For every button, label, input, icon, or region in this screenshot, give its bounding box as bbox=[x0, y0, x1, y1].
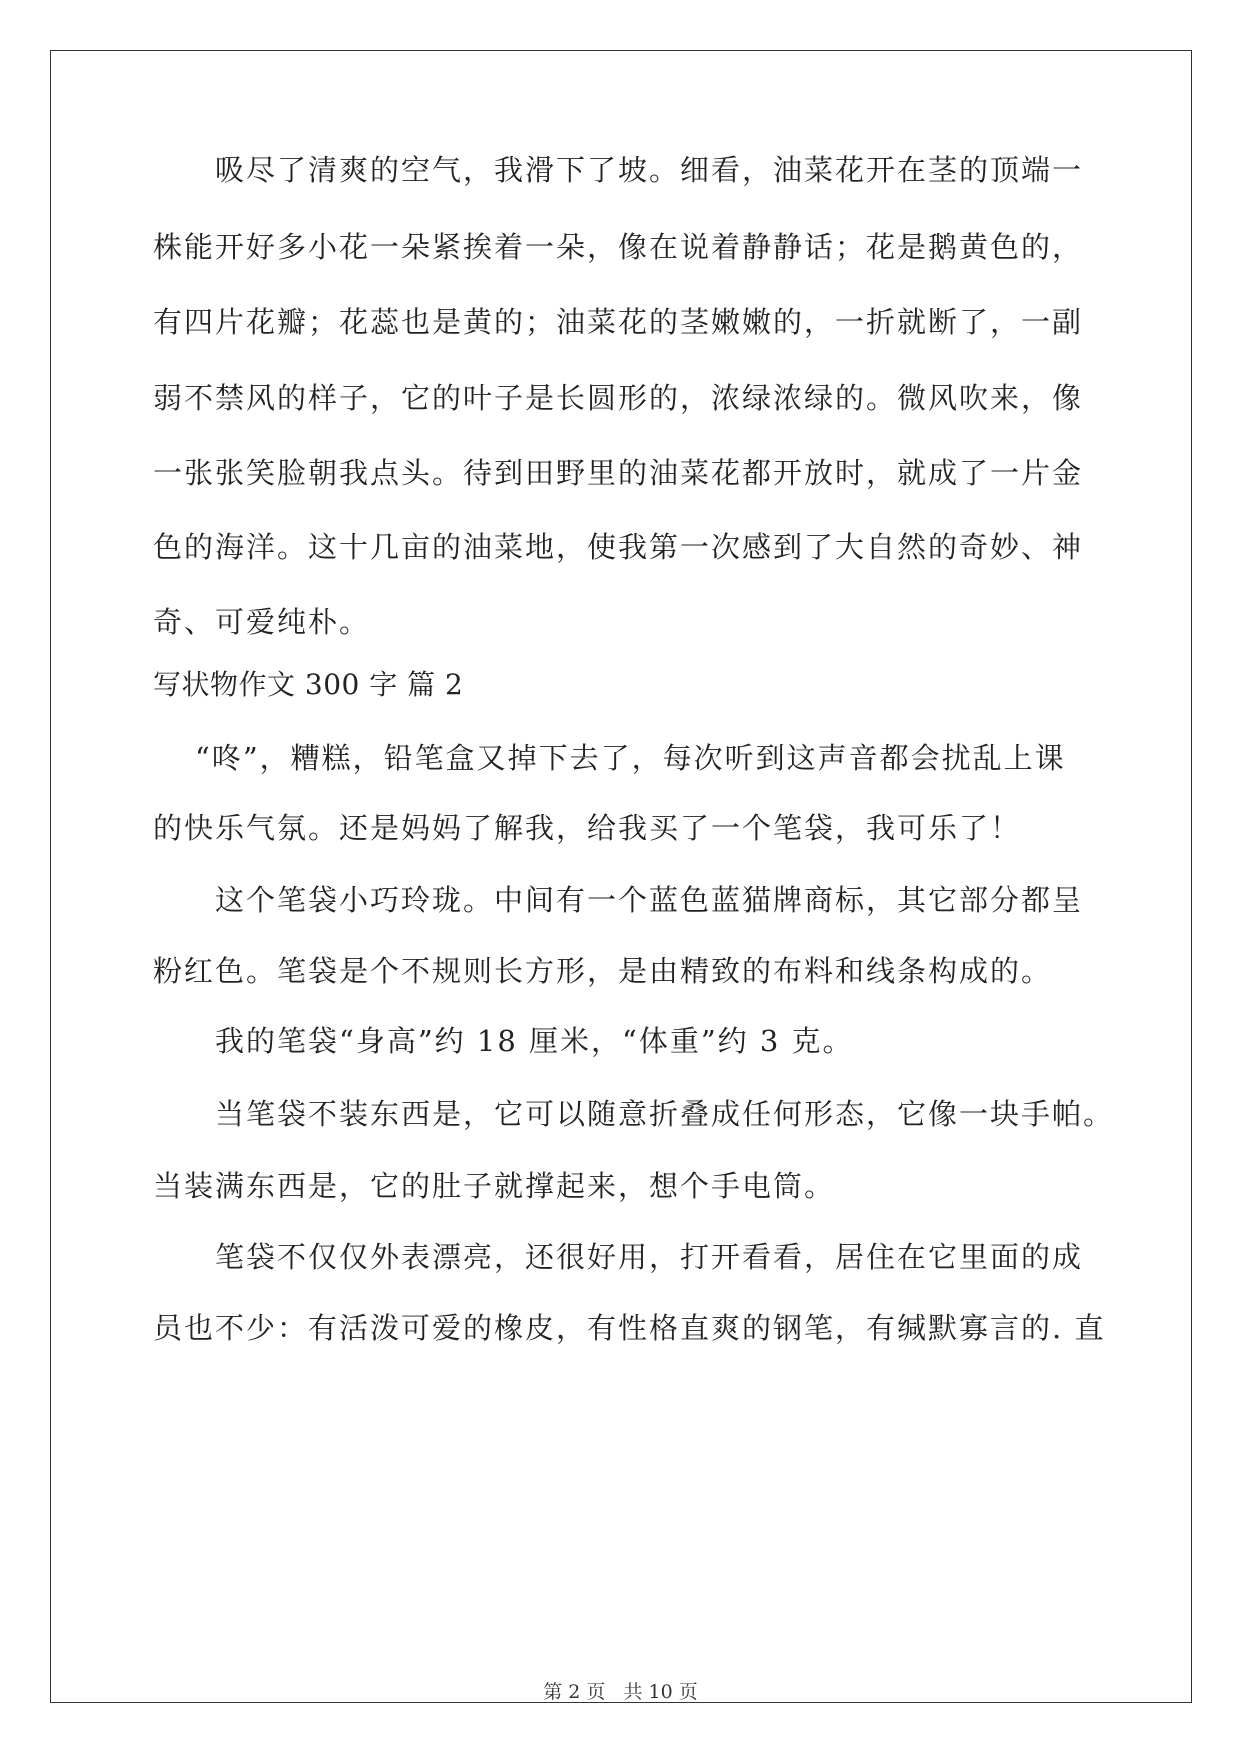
section-heading: 写状物作文 300 字 篇 2 bbox=[153, 668, 464, 701]
paragraph-line: 有四片花瓣；花蕊也是黄的；油菜花的茎嫩嫩的，一折就断了，一副 bbox=[153, 305, 1084, 339]
page-footer bbox=[0, 1680, 1241, 1704]
paragraph-line: 弱不禁风的样子，它的叶子是长圆形的，浓绿浓绿的。微风吹来，像 bbox=[153, 381, 1084, 415]
paragraph-line: 吸尽了清爽的空气，我滑下了坡。细看，油菜花开在茎的顶端一 bbox=[215, 153, 1084, 187]
page-border bbox=[50, 50, 1192, 1703]
paragraph-line: 当笔袋不装东西是，它可以随意折叠成任何形态，它像一块手帕。 bbox=[215, 1097, 1115, 1131]
paragraph-line: 这个笔袋小巧玲珑。中间有一个蓝色蓝猫牌商标，其它部分都呈 bbox=[215, 883, 1084, 917]
page-total: 共 10 页 bbox=[623, 1681, 698, 1703]
paragraph-line: 色的海洋。这十几亩的油菜地，使我第一次感到了大自然的奇妙、神 bbox=[153, 530, 1084, 564]
paragraph-line: 笔袋不仅仅外表漂亮，还很好用，打开看看，居住在它里面的成 bbox=[215, 1240, 1084, 1274]
page-number: 第 2 页 bbox=[543, 1681, 606, 1703]
paragraph-line: 的快乐气氛。还是妈妈了解我，给我买了一个笔袋，我可乐了！ bbox=[153, 811, 1022, 845]
paragraph-line: “咚”，糟糕，铅笔盒又掉下去了，每次听到这声音都会扰乱上课 bbox=[195, 741, 1066, 775]
paragraph-line: 当装满东西是，它的肚子就撑起来，想个手电筒。 bbox=[153, 1169, 836, 1203]
paragraph-line: 粉红色。笔袋是个不规则长方形，是由精致的布料和线条构成的。 bbox=[153, 954, 1053, 988]
paragraph-line: 株能开好多小花一朵紧挨着一朵，像在说着静静话；花是鹅黄色的， bbox=[153, 230, 1084, 264]
paragraph-line: 一张张笑脸朝我点头。待到田野里的油菜花都开放时，就成了一片金 bbox=[153, 456, 1084, 490]
paragraph-line: 奇、可爱纯朴。 bbox=[153, 605, 371, 639]
paragraph-line: 员也不少：有活泼可爱的橡皮，有性格直爽的钢笔，有缄默寡言的. 直 bbox=[153, 1311, 1106, 1345]
paragraph-line: 我的笔袋“身高”约 18 厘米，“体重”约 3 克。 bbox=[215, 1024, 854, 1058]
